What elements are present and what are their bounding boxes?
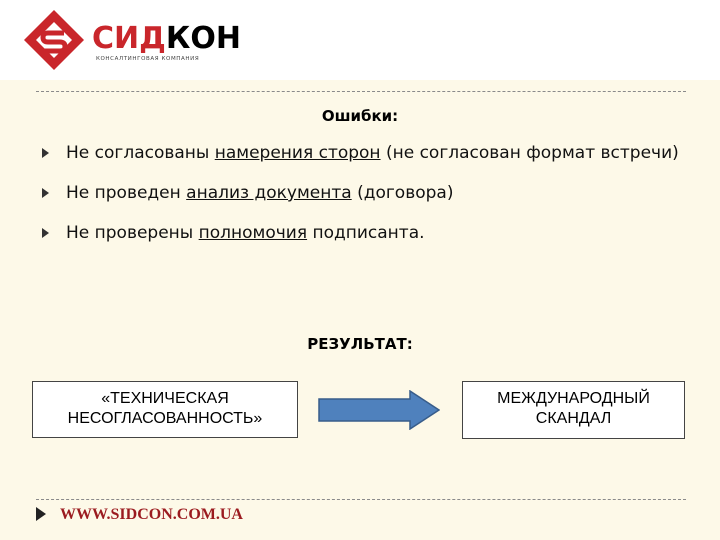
bullet-text-post: подписанта.	[307, 223, 425, 243]
bullet-text-pre: Не проверены	[66, 223, 199, 243]
error-list	[40, 140, 690, 246]
logo-wordmark-accent: СИД	[92, 21, 166, 56]
right-arrow-icon	[318, 390, 440, 430]
bullet-text-pre: Не проведен	[66, 183, 187, 203]
bullet-text-underlined: анализ документа	[186, 183, 352, 203]
bullet-arrow-icon	[42, 148, 49, 158]
logo-wordmark-rest: КОН	[165, 21, 241, 56]
footer-website-link[interactable]: WWW.SIDCON.COM.UA	[60, 506, 243, 523]
bullet-arrow-icon	[42, 188, 49, 198]
effect-box	[462, 381, 685, 439]
list-item	[40, 220, 690, 246]
bullet-text-underlined: намерения сторон	[214, 143, 381, 163]
effect-line-2: СКАНДАЛ	[535, 410, 612, 427]
header	[0, 0, 720, 80]
result-label: РЕЗУЛЬТАТ:	[307, 335, 413, 353]
slide-title: Ошибки:	[321, 107, 399, 125]
bullet-arrow-icon	[42, 228, 49, 238]
list-item	[40, 180, 690, 206]
cause-line-2: НЕСОГЛАСОВАННОСТЬ»	[67, 410, 263, 427]
bullet-text-post: (не согласован формат встречи)	[380, 143, 679, 163]
logo-tagline: КОНСАЛТИНГОВАЯ КОМПАНИЯ	[96, 56, 200, 62]
bullet-text-pre: Не согласованы	[66, 143, 215, 163]
cause-line-1: «ТЕХНИЧЕСКАЯ	[101, 390, 229, 407]
effect-line-1: МЕЖДУНАРОДНЫЙ	[497, 390, 650, 407]
list-item	[40, 140, 690, 166]
footer-arrow-icon	[36, 507, 46, 521]
bottom-divider	[36, 499, 686, 500]
top-divider	[36, 91, 686, 92]
logo-wordmark	[92, 21, 241, 56]
bullet-text-underlined: полномочия	[198, 223, 308, 243]
bullet-text-post: (договора)	[351, 183, 454, 203]
sidcon-logo-icon	[22, 8, 86, 72]
cause-box	[32, 381, 298, 438]
